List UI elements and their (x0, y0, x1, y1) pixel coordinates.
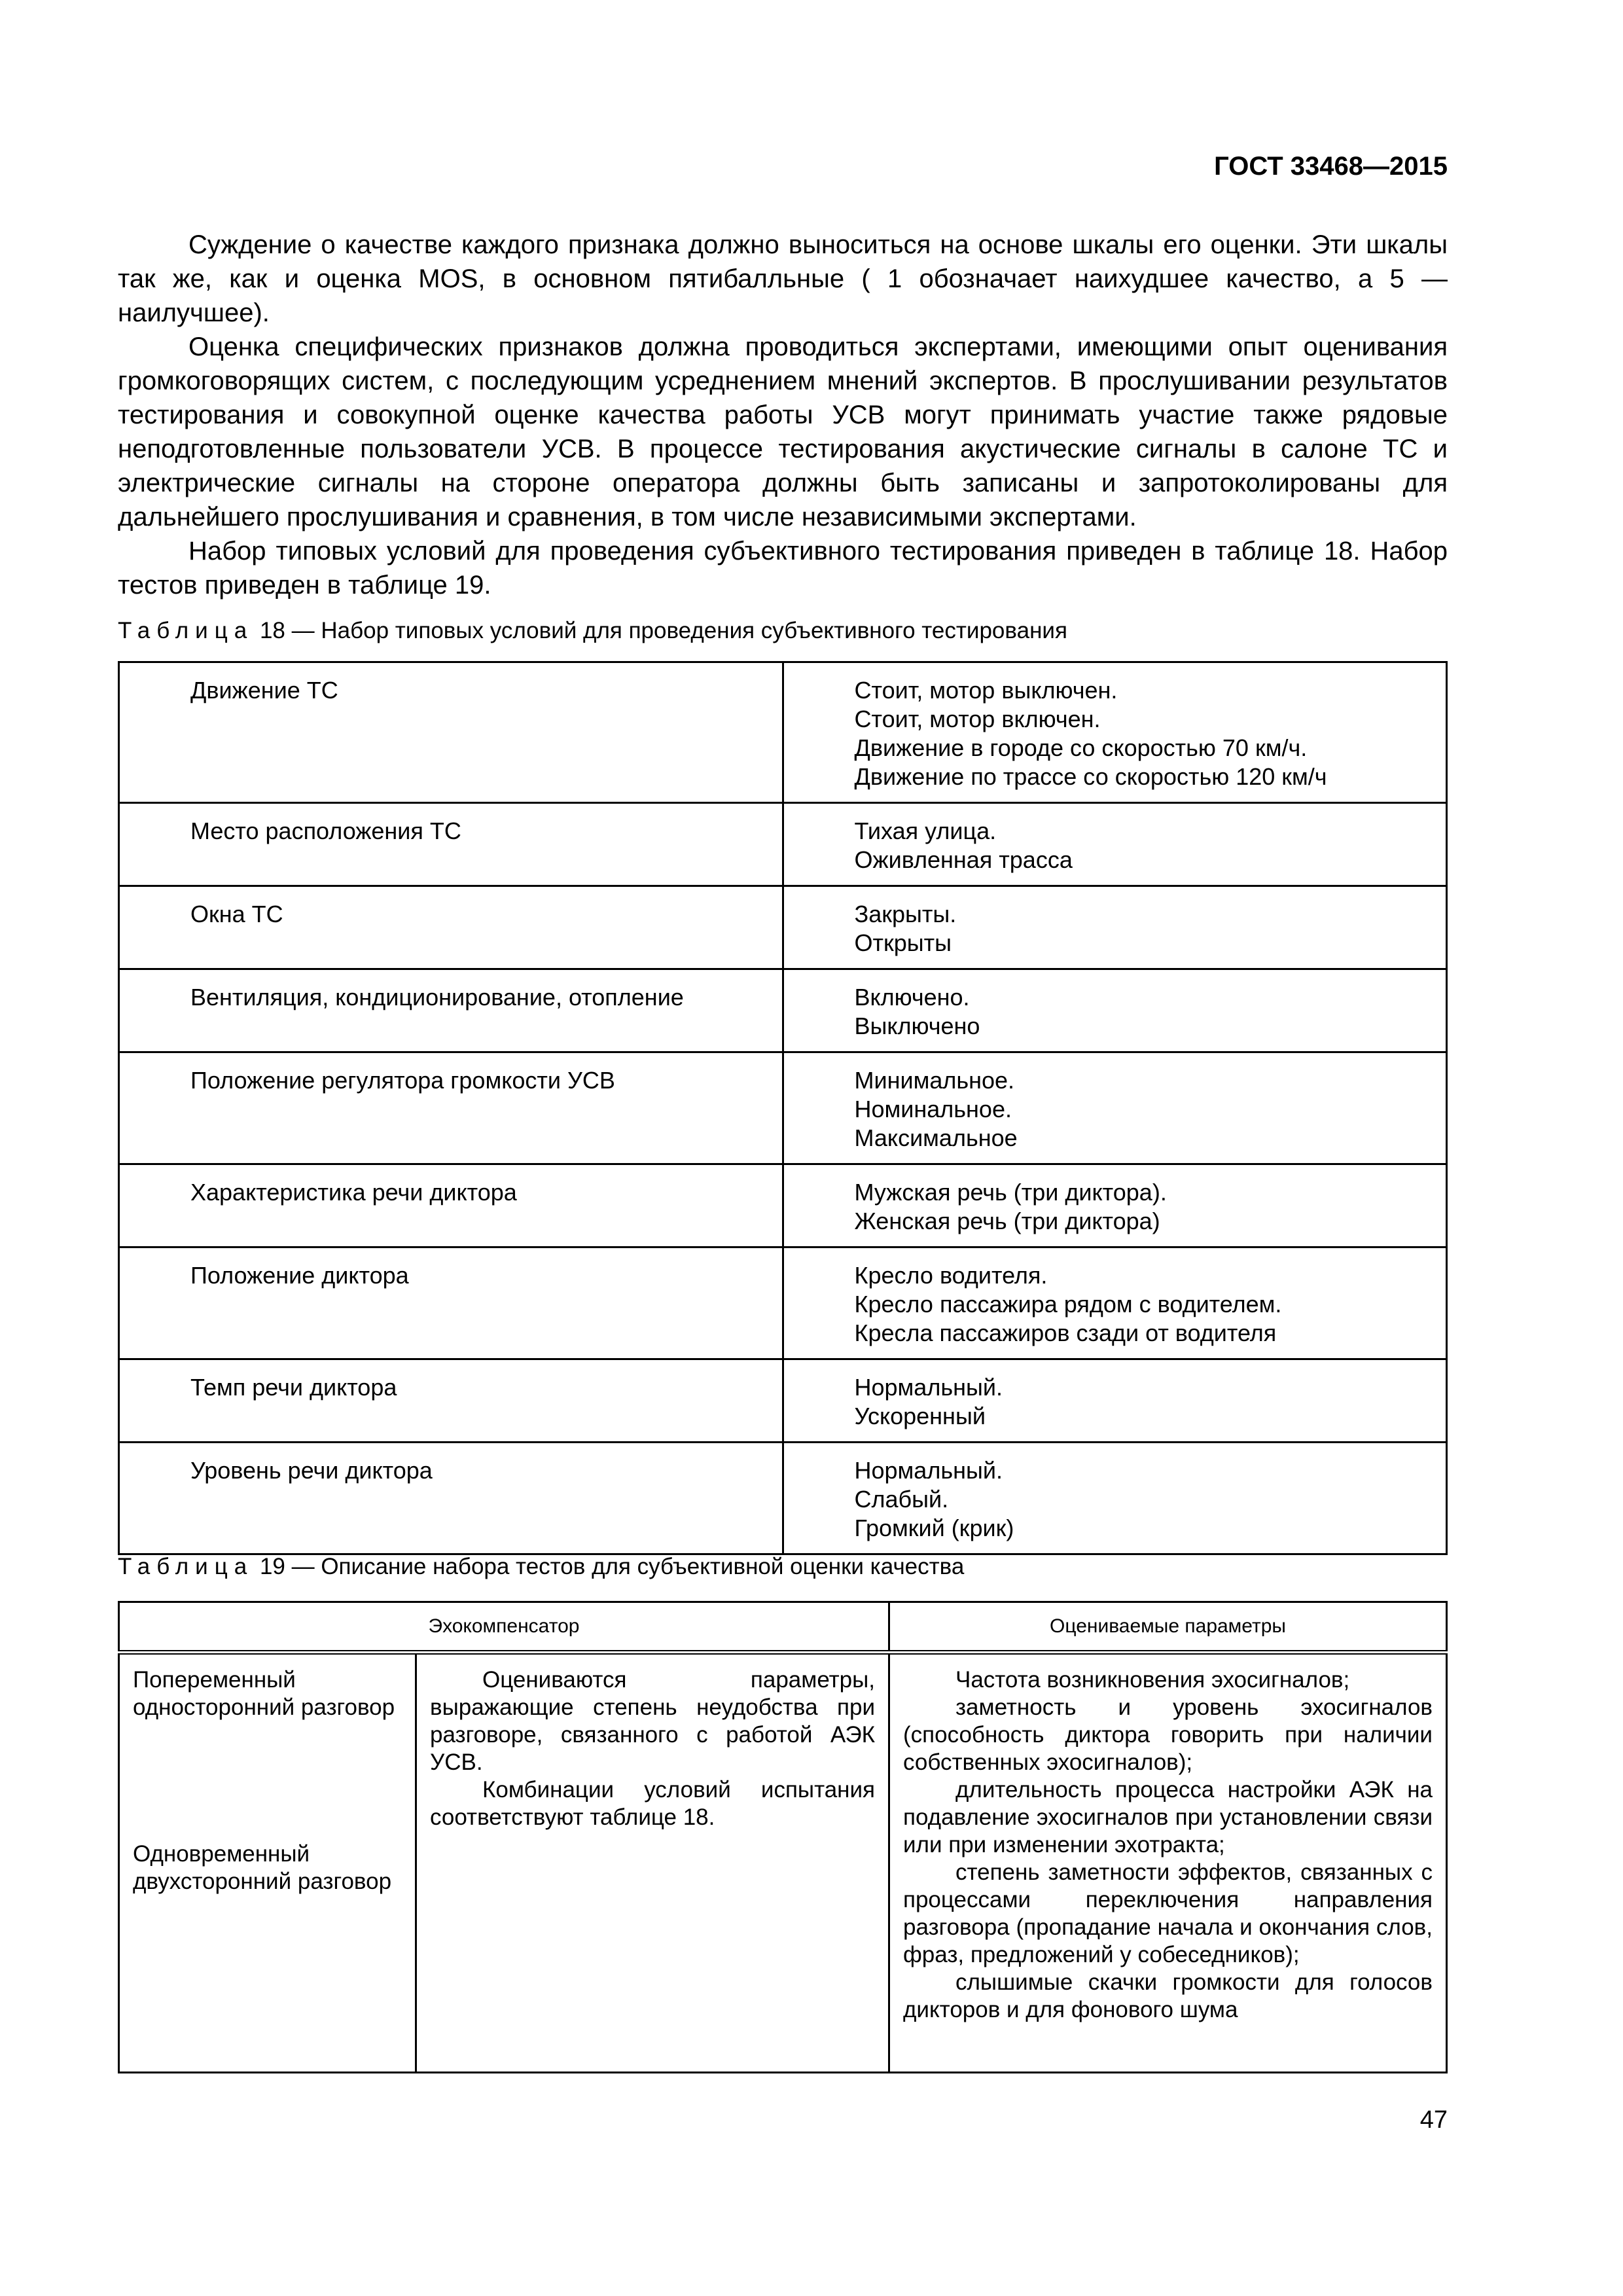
options-cell (783, 886, 1447, 969)
options-cell (783, 803, 1447, 886)
condition-option: Слабый. (854, 1486, 949, 1513)
parameter-item: Частота возникновения эхосигналов; (955, 1667, 1350, 1693)
options-cell (783, 662, 1447, 803)
conversation-mode: Попеременный односторонний разговор (133, 1667, 395, 1720)
condition-cell: Положение диктора (119, 1247, 783, 1359)
condition-cell: Движение ТС (119, 662, 783, 803)
document-header: ГОСТ 33468—2015 (1214, 152, 1448, 181)
parameter-item: заметность и уровень эхосигналов (способность диктора говорить при наличии собственных эхосигналов); (903, 1695, 1433, 1775)
condition-option: Женская речь (три диктора) (854, 1208, 1160, 1234)
table-19-caption (118, 1554, 964, 1580)
conversation-mode-cell (119, 1653, 416, 2073)
condition-option: Оживленная трасса (854, 846, 1073, 873)
table-row (119, 1247, 1447, 1359)
table-18 (118, 661, 1448, 1555)
table-row (119, 1052, 1447, 1164)
table-19 (118, 1601, 1448, 2073)
condition-option: Кресло пассажира рядом с водителем. (854, 1291, 1282, 1318)
column-header-parameters: Оцениваемые параметры (889, 1602, 1447, 1653)
parameter-item: степень заметности эффектов, связанных с процессами переключения направления разговора (пропадание начала и окончания слов, фраз, предложений у собеседников); (903, 1859, 1433, 1967)
table-18-body (119, 662, 1447, 1554)
page-number: 47 (1419, 2106, 1448, 2134)
condition-option: Кресла пассажиров сзади от водителя (854, 1319, 1277, 1346)
options-cell (783, 1443, 1447, 1554)
paragraph: Оценка специфических признаков должна проводиться экспертами, имеющими опыт оценивания громкоговорящих систем, с последующим усреднением мнений экспертов. В прослушивании результатов тестирования и совокупной оценке качества работы УСВ могут принимать участие также рядовые неподготовленные пользователи УСВ. В процессе тестирования акустические сигналы в салоне ТС и электрические сигналы на стороне оператора должны быть записаны и запротоколированы для дальнейшего прослушивания и сравнения, в том числе независимыми экспертами. (118, 332, 1448, 531)
condition-option: Номинальное. (854, 1096, 1012, 1122)
condition-option: Кресло водителя. (854, 1262, 1048, 1289)
options-cell (783, 1247, 1447, 1359)
description-cell (416, 1653, 889, 2073)
parameter-item: слышимые скачки громкости для голосов дикторов и для фонового шума (903, 1969, 1433, 2022)
paragraph: Суждение о качестве каждого признака должно выноситься на основе шкалы его оценки. Эти шкалы так же, как и оценка MOS, в основном пятибалльные ( 1 обозначает наихудшее качество, а 5 — наилучшее). (118, 230, 1448, 327)
condition-cell: Уровень речи диктора (119, 1443, 783, 1554)
condition-option: Нормальный. (854, 1457, 1003, 1484)
spacer (133, 1721, 402, 1840)
condition-option: Ускоренный (854, 1403, 986, 1429)
condition-cell: Темп речи диктора (119, 1359, 783, 1443)
condition-option: Мужская речь (три диктора). (854, 1179, 1167, 1206)
condition-option: Стоит, мотор выключен. (854, 677, 1118, 704)
description-text: Комбинации условий испытания соответствуют таблице 18. (430, 1777, 875, 1830)
table-row (119, 1443, 1447, 1554)
condition-option: Громкий (крик) (854, 1515, 1014, 1541)
body-text (118, 228, 1448, 602)
condition-option: Минимальное. (854, 1067, 1015, 1094)
condition-option: Стоит, мотор включен. (854, 706, 1101, 732)
table-row (119, 803, 1447, 886)
table-row (119, 1164, 1447, 1247)
table-row (119, 1653, 1447, 2073)
table-row (119, 1359, 1447, 1443)
conversation-mode: Одновременный двухсторонний разговор (133, 1841, 392, 1894)
condition-option: Движение по трассе со скоростью 120 км/ч (854, 763, 1327, 790)
table-caption-label: Таблица (118, 1554, 254, 1579)
condition-option: Открыты (854, 929, 952, 956)
condition-option: Включено. (854, 984, 970, 1011)
table-caption-text: 19 — Описание набора тестов для субъективной оценки качества (253, 1554, 965, 1579)
table-row (119, 969, 1447, 1052)
condition-option: Движение в городе со скоростью 70 км/ч. (854, 734, 1308, 761)
parameter-item: длительность процесса настройки АЭК на подавление эхосигналов при установлении связи или при изменении эхотракта; (903, 1777, 1433, 1857)
condition-option: Выключено (854, 1013, 980, 1039)
column-header-echo-canceller: Эхокомпенсатор (119, 1602, 889, 1653)
condition-cell: Окна ТС (119, 886, 783, 969)
condition-cell: Характеристика речи диктора (119, 1164, 783, 1247)
paragraph: Набор типовых условий для проведения субъективного тестирования приведен в таблице 18. Набор тестов приведен в таблице 19. (118, 537, 1448, 600)
table-row (119, 886, 1447, 969)
condition-option: Тихая улица. (854, 817, 997, 844)
parameters-cell (889, 1653, 1447, 2073)
table-caption-text: 18 — Набор типовых условий для проведения субъективного тестирования (253, 618, 1067, 643)
condition-cell: Место расположения ТС (119, 803, 783, 886)
table-18-caption (118, 618, 1067, 644)
options-cell (783, 1052, 1447, 1164)
condition-option: Нормальный. (854, 1374, 1003, 1401)
options-cell (783, 969, 1447, 1052)
condition-option: Закрыты. (854, 901, 957, 927)
condition-cell: Положение регулятора громкости УСВ (119, 1052, 783, 1164)
description-text: Оцениваются параметры, выражающие степень неудобства при разговоре, связанного с работой АЭК УСВ. (430, 1667, 875, 1775)
table-row (119, 662, 1447, 803)
condition-option: Максимальное (854, 1124, 1018, 1151)
options-cell (783, 1359, 1447, 1443)
options-cell (783, 1164, 1447, 1247)
table-caption-label: Таблица (118, 618, 254, 643)
condition-cell: Вентиляция, кондиционирование, отопление (119, 969, 783, 1052)
table-header-row (119, 1602, 1447, 1653)
